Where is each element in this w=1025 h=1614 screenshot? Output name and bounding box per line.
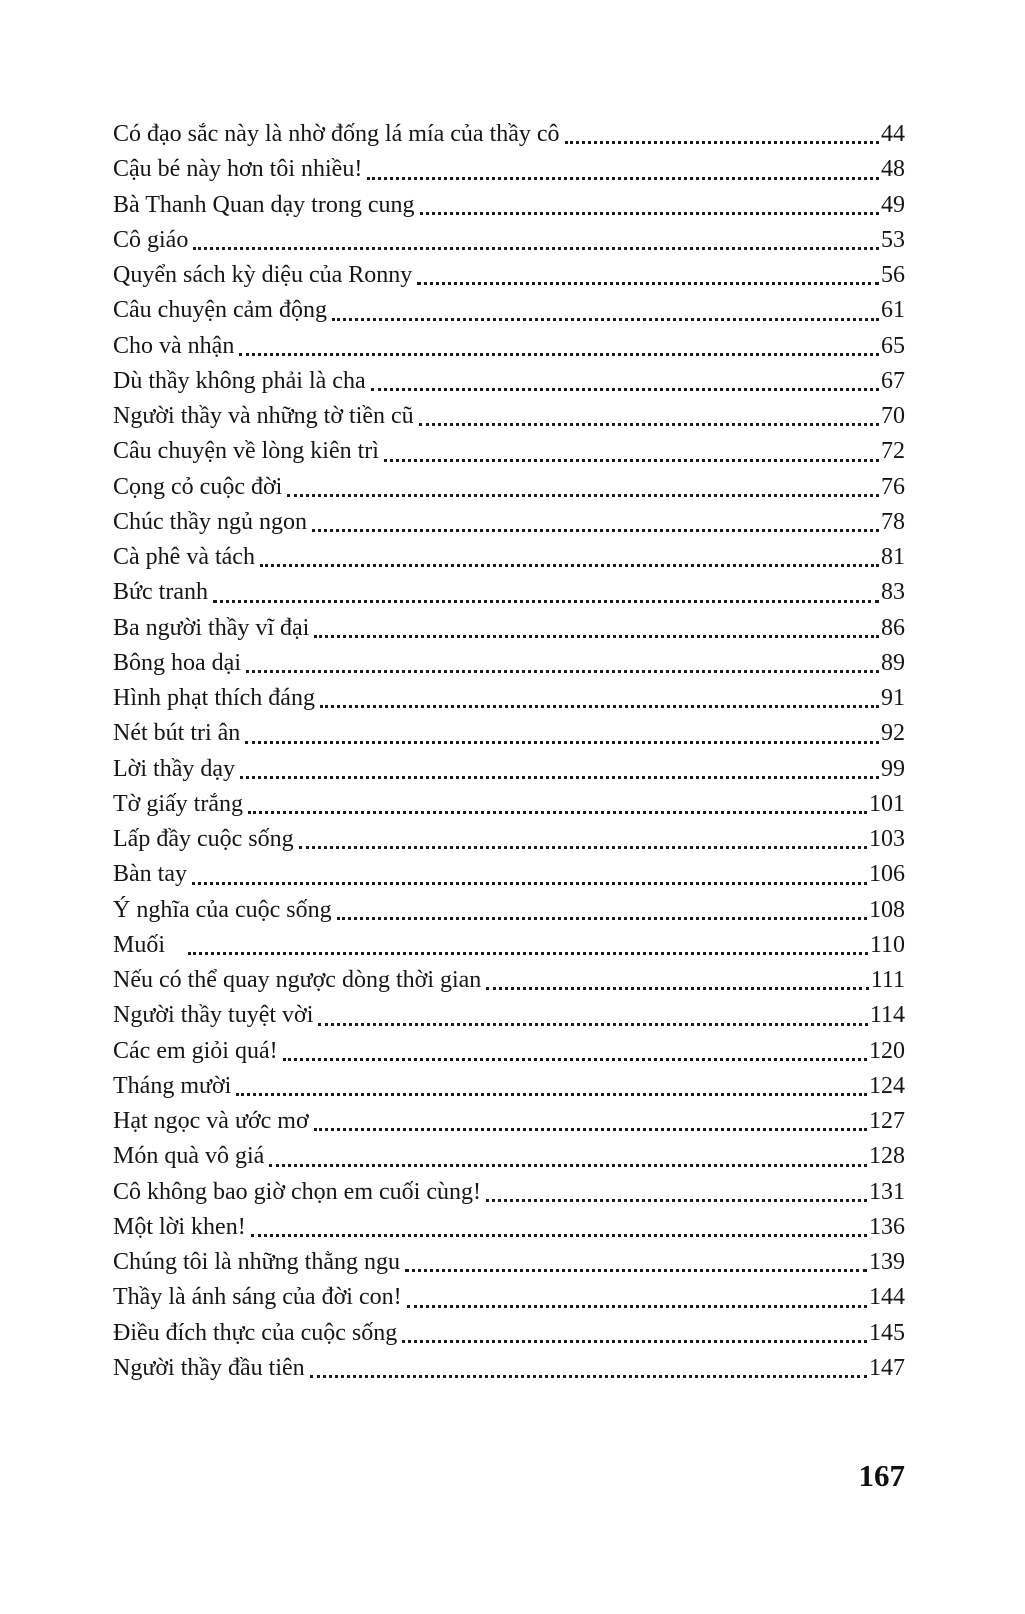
toc-entry-row (113, 540, 905, 575)
toc-entry-row (113, 998, 905, 1033)
toc-entry-title: Cậu bé này hơn tôi nhiều! (113, 156, 363, 183)
toc-entry-row (113, 857, 905, 892)
toc-entry-title: Muối (113, 931, 184, 958)
toc-entry-row (113, 575, 905, 610)
dot-leader (248, 787, 867, 822)
toc-entry-title: Cọng cỏ cuộc đời (113, 473, 283, 500)
toc-entry-row (113, 188, 905, 223)
dot-leader (367, 152, 879, 187)
toc-entry-row (113, 258, 905, 293)
toc-entry-title: Lời thầy dạy (113, 755, 235, 782)
dot-leader (251, 1210, 867, 1245)
toc-entry-title: Cô giáo (113, 226, 189, 253)
dot-leader (318, 998, 868, 1033)
toc-entry-page-number: 72 (881, 438, 905, 465)
toc-entry-page-number: 136 (869, 1213, 905, 1240)
dot-leader (332, 293, 879, 328)
toc-entry-title: Thầy là ánh sáng của đời con! (113, 1284, 402, 1311)
toc-entry-page-number: 127 (869, 1108, 905, 1134)
toc-entry-row (113, 152, 905, 187)
dot-leader (486, 963, 868, 998)
toc-entry-title: Các em giỏi quá! (113, 1037, 278, 1064)
toc-entry-title: Người thầy đầu tiên (113, 1354, 305, 1381)
toc-entry-title: Ý nghĩa của cuộc sống (113, 896, 332, 923)
toc-entry-page-number: 145 (869, 1319, 905, 1346)
toc-entry-title: Bông hoa dại (113, 649, 241, 676)
toc-entry-row (113, 1139, 905, 1174)
toc-entry-page-number: 111 (870, 967, 905, 993)
toc-entry-page-number: 91 (881, 685, 905, 711)
toc-entry-row (113, 505, 905, 540)
dot-leader (246, 646, 879, 681)
toc-entry-title: Tháng mười (113, 1072, 232, 1099)
toc-entry-title: Dù thầy không phải là cha (113, 367, 366, 394)
dot-leader (384, 434, 879, 469)
dot-leader (299, 822, 867, 857)
toc-entry-row (113, 787, 905, 822)
toc-entry-page-number: 101 (869, 790, 905, 817)
toc-entry-row (113, 928, 905, 963)
toc-entry-page-number: 44 (881, 121, 905, 147)
toc-entry-row (113, 1175, 905, 1210)
toc-entry-page-number: 49 (881, 191, 905, 218)
toc-entry-page-number: 110 (869, 931, 905, 958)
dot-leader (314, 611, 879, 646)
dot-leader (320, 681, 879, 716)
toc-entry-row (113, 822, 905, 857)
toc-entry-title: Hình phạt thích đáng (113, 685, 315, 711)
toc-list (113, 117, 905, 1386)
toc-entry-title: Quyển sách kỳ diệu của Ronny (113, 262, 413, 288)
toc-entry-row (113, 1210, 905, 1245)
toc-entry-row (113, 1316, 905, 1351)
toc-entry-page-number: 108 (869, 896, 905, 923)
toc-entry-title: Nếu có thể quay ngược dòng thời gian (113, 967, 482, 993)
dot-leader (312, 505, 879, 540)
toc-entry-row (113, 1104, 905, 1139)
toc-entry-row (113, 681, 905, 716)
toc-entry-row (113, 963, 905, 998)
dot-leader (405, 1245, 867, 1280)
dot-leader (407, 1280, 867, 1315)
dot-leader (239, 329, 879, 364)
dot-leader (213, 575, 879, 610)
toc-entry-title: Nét bút tri ân (113, 720, 241, 747)
toc-entry-row (113, 611, 905, 646)
dot-leader (371, 364, 879, 399)
toc-entry-page-number: 89 (881, 649, 905, 676)
toc-entry-row (113, 364, 905, 399)
toc-entry-row (113, 399, 905, 434)
toc-entry-page-number: 120 (869, 1037, 905, 1064)
dot-leader (565, 117, 879, 152)
toc-entry-page-number: 144 (869, 1284, 905, 1311)
toc-entry-row (113, 1245, 905, 1280)
toc-entry-title: Chúng tôi là những thằng ngu (113, 1249, 400, 1275)
toc-entry-page-number: 83 (881, 579, 905, 606)
toc-entry-title: Có đạo sắc này là nhờ đống lá mía của thầy cô (113, 121, 560, 147)
dot-leader (269, 1139, 867, 1174)
toc-entry-page-number: 67 (881, 367, 905, 394)
toc-entry-page-number: 81 (881, 544, 905, 570)
toc-entry-row (113, 329, 905, 364)
toc-entry-row (113, 117, 905, 152)
dot-leader (420, 188, 880, 223)
toc-entry-page-number: 131 (869, 1178, 905, 1205)
toc-entry-page-number: 78 (881, 508, 905, 535)
toc-entry-title: Điều đích thực của cuộc sống (113, 1319, 398, 1346)
toc-entry-title: Món quà vô giá (113, 1143, 265, 1170)
toc-entry-title: Chúc thầy ngủ ngon (113, 508, 307, 535)
toc-entry-page-number: 76 (881, 473, 905, 500)
dot-leader (310, 1351, 867, 1386)
toc-entry-page-number: 99 (881, 755, 905, 782)
toc-entry-page-number: 128 (869, 1143, 905, 1170)
toc-entry-row (113, 1069, 905, 1104)
dot-leader (486, 1175, 867, 1210)
toc-entry-title: Người thầy tuyệt vời (113, 1002, 314, 1029)
toc-entry-title: Ba người thầy vĩ đại (113, 614, 310, 641)
toc-entry-page-number: 86 (881, 614, 905, 641)
toc-entry-title: Bàn tay (113, 861, 187, 888)
toc-entry-title: Cho và nhận (113, 332, 235, 359)
dot-leader (287, 470, 879, 505)
toc-entry-title: Cà phê và tách (113, 544, 255, 570)
toc-entry-page-number: 61 (881, 297, 905, 324)
dot-leader (236, 1069, 867, 1104)
toc-entry-page-number: 56 (881, 262, 905, 288)
toc-entry-row (113, 752, 905, 787)
toc-entry-page-number: 92 (881, 720, 905, 747)
toc-entry-page-number: 114 (869, 1002, 905, 1029)
toc-entry-page-number: 103 (869, 826, 905, 852)
toc-entry-title: Câu chuyện về lòng kiên trì (113, 438, 379, 465)
toc-entry-page-number: 139 (869, 1249, 905, 1275)
toc-entry-title: Một lời khen! (113, 1213, 246, 1240)
dot-leader (417, 258, 879, 293)
toc-entry-page-number: 124 (869, 1072, 905, 1099)
toc-entry-row (113, 223, 905, 258)
toc-entry-row (113, 1034, 905, 1069)
toc-entry-page-number: 53 (881, 226, 905, 253)
toc-entry-row (113, 470, 905, 505)
toc-entry-title: Cô không bao giờ chọn em cuối cùng! (113, 1178, 481, 1205)
toc-entry-title: Hạt ngọc và ước mơ (113, 1108, 309, 1134)
dot-leader (192, 857, 867, 892)
toc-entry-title: Người thầy và những tờ tiền cũ (113, 403, 414, 429)
toc-entry-row (113, 646, 905, 681)
toc-entry-row (113, 293, 905, 328)
toc-entry-row (113, 434, 905, 469)
toc-entry-page-number: 70 (881, 403, 905, 429)
dot-leader (314, 1104, 867, 1139)
dot-leader (245, 716, 879, 751)
toc-entry-page-number: 147 (869, 1354, 905, 1381)
toc-entry-page-number: 48 (881, 156, 905, 183)
toc-entry-title: Bà Thanh Quan dạy trong cung (113, 191, 415, 218)
toc-entry-row (113, 1280, 905, 1315)
dot-leader (337, 893, 867, 928)
dot-leader (188, 928, 868, 963)
toc-entry-title: Câu chuyện cảm động (113, 297, 327, 324)
toc-entry-page-number: 65 (881, 332, 905, 359)
toc-entry-title: Tờ giấy trắng (113, 790, 243, 817)
dot-leader (260, 540, 879, 575)
dot-leader (240, 752, 879, 787)
toc-entry-title: Bức tranh (113, 579, 208, 606)
page-number: 167 (858, 1458, 905, 1493)
dot-leader (402, 1316, 867, 1351)
toc-entry-row (113, 716, 905, 751)
toc-entry-page-number: 106 (869, 861, 905, 888)
dot-leader (193, 223, 879, 258)
toc-entry-row (113, 1351, 905, 1386)
dot-leader (419, 399, 879, 434)
toc-entry-title: Lấp đầy cuộc sống (113, 826, 294, 852)
dot-leader (283, 1034, 867, 1069)
toc-entry-row (113, 893, 905, 928)
